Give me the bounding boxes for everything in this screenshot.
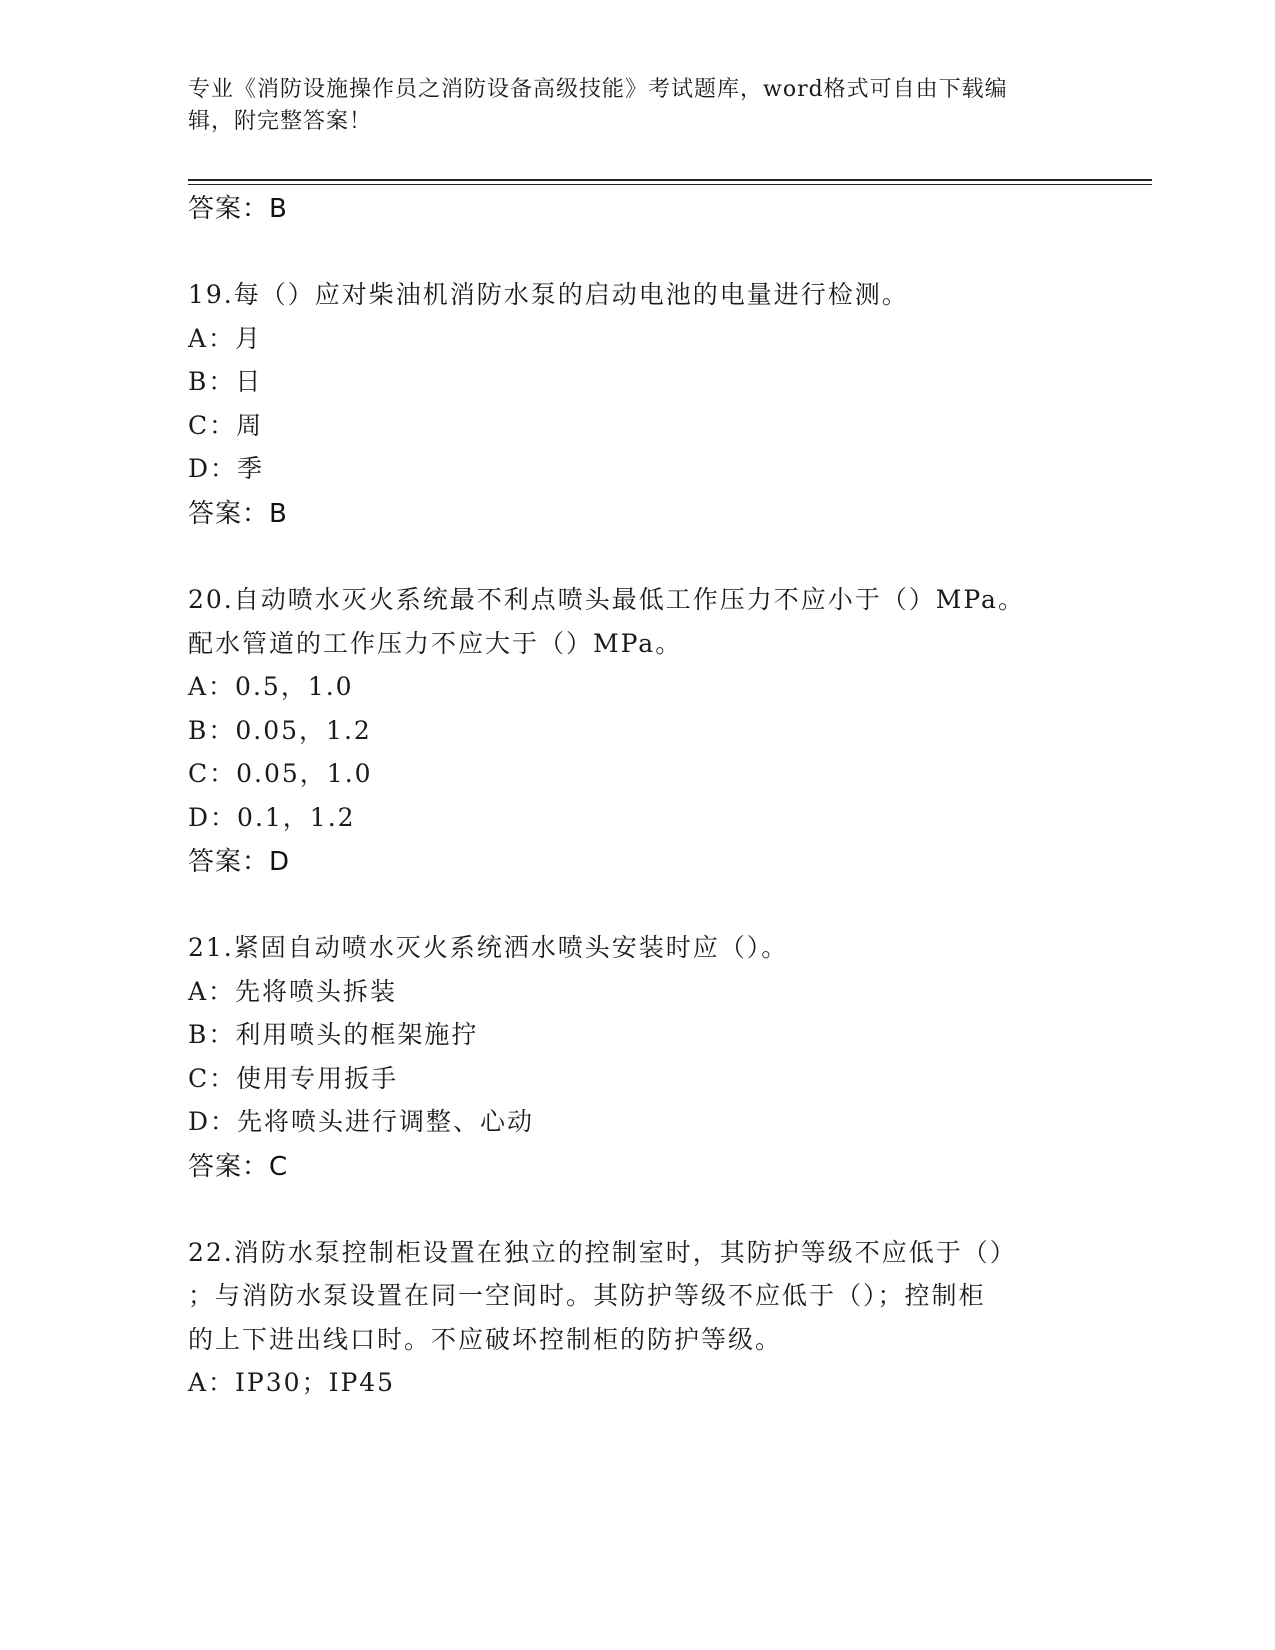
question-19-option-b: B：日 bbox=[188, 367, 263, 396]
question-22-stem-line-2: ；与消防水泵设置在同一空间时。其防护等级不应低于（）；控制柜 bbox=[188, 1281, 986, 1310]
question-20-option-c: C：0.05，1.0 bbox=[188, 759, 373, 788]
question-22-stem-line-3: 的上下进出线口时。不应破坏控制柜的防护等级。 bbox=[188, 1325, 783, 1354]
header-rule-thick bbox=[188, 179, 1152, 181]
question-21-option-c: C：使用专用扳手 bbox=[188, 1064, 399, 1093]
document-header bbox=[188, 74, 1068, 138]
question-20-answer: 答案：D bbox=[188, 847, 291, 877]
question-20-option-a: A：0.5，1.0 bbox=[188, 672, 354, 701]
header-line-2: 辑，附完整答案！ bbox=[188, 109, 373, 134]
question-19-answer: 答案：B bbox=[188, 499, 288, 529]
question-20-stem-line-1: 20.自动喷水灭火系统最不利点喷头最低工作压力不应小于（）MPa。 bbox=[188, 585, 1025, 614]
question-22-option-a: A：IP30；IP45 bbox=[188, 1368, 396, 1397]
question-19-option-a: A：月 bbox=[188, 324, 263, 353]
header-line-1: 专业《消防设施操作员之消防设备高级技能》考试题库，word格式可自由下载编 bbox=[188, 77, 1008, 102]
question-21-option-a: A：先将喷头拆装 bbox=[188, 977, 398, 1006]
question-20-option-b: B：0.05，1.2 bbox=[188, 716, 372, 745]
question-21-option-d: D：先将喷头进行调整、心动 bbox=[188, 1107, 535, 1136]
question-21-stem-line-1: 21.紧固自动喷水灭火系统洒水喷头安装时应（）。 bbox=[188, 933, 789, 962]
question-21-option-b: B：利用喷头的框架施拧 bbox=[188, 1020, 479, 1049]
answer-prev: 答案：B bbox=[188, 194, 288, 224]
question-20-option-d: D：0.1，1.2 bbox=[188, 803, 356, 832]
question-19-option-c: C：周 bbox=[188, 411, 264, 440]
question-21-answer: 答案：C bbox=[188, 1152, 289, 1182]
question-19-option-d: D：季 bbox=[188, 454, 265, 483]
question-19-stem-line-1: 19.每（）应对柴油机消防水泵的启动电池的电量进行检测。 bbox=[188, 280, 909, 309]
question-22-stem-line-1: 22.消防水泵控制柜设置在独立的控制室时，其防护等级不应低于（） bbox=[188, 1238, 1017, 1267]
question-20-stem-line-2: 配水管道的工作压力不应大于（）MPa。 bbox=[188, 629, 683, 658]
header-rule-thin bbox=[188, 184, 1152, 185]
